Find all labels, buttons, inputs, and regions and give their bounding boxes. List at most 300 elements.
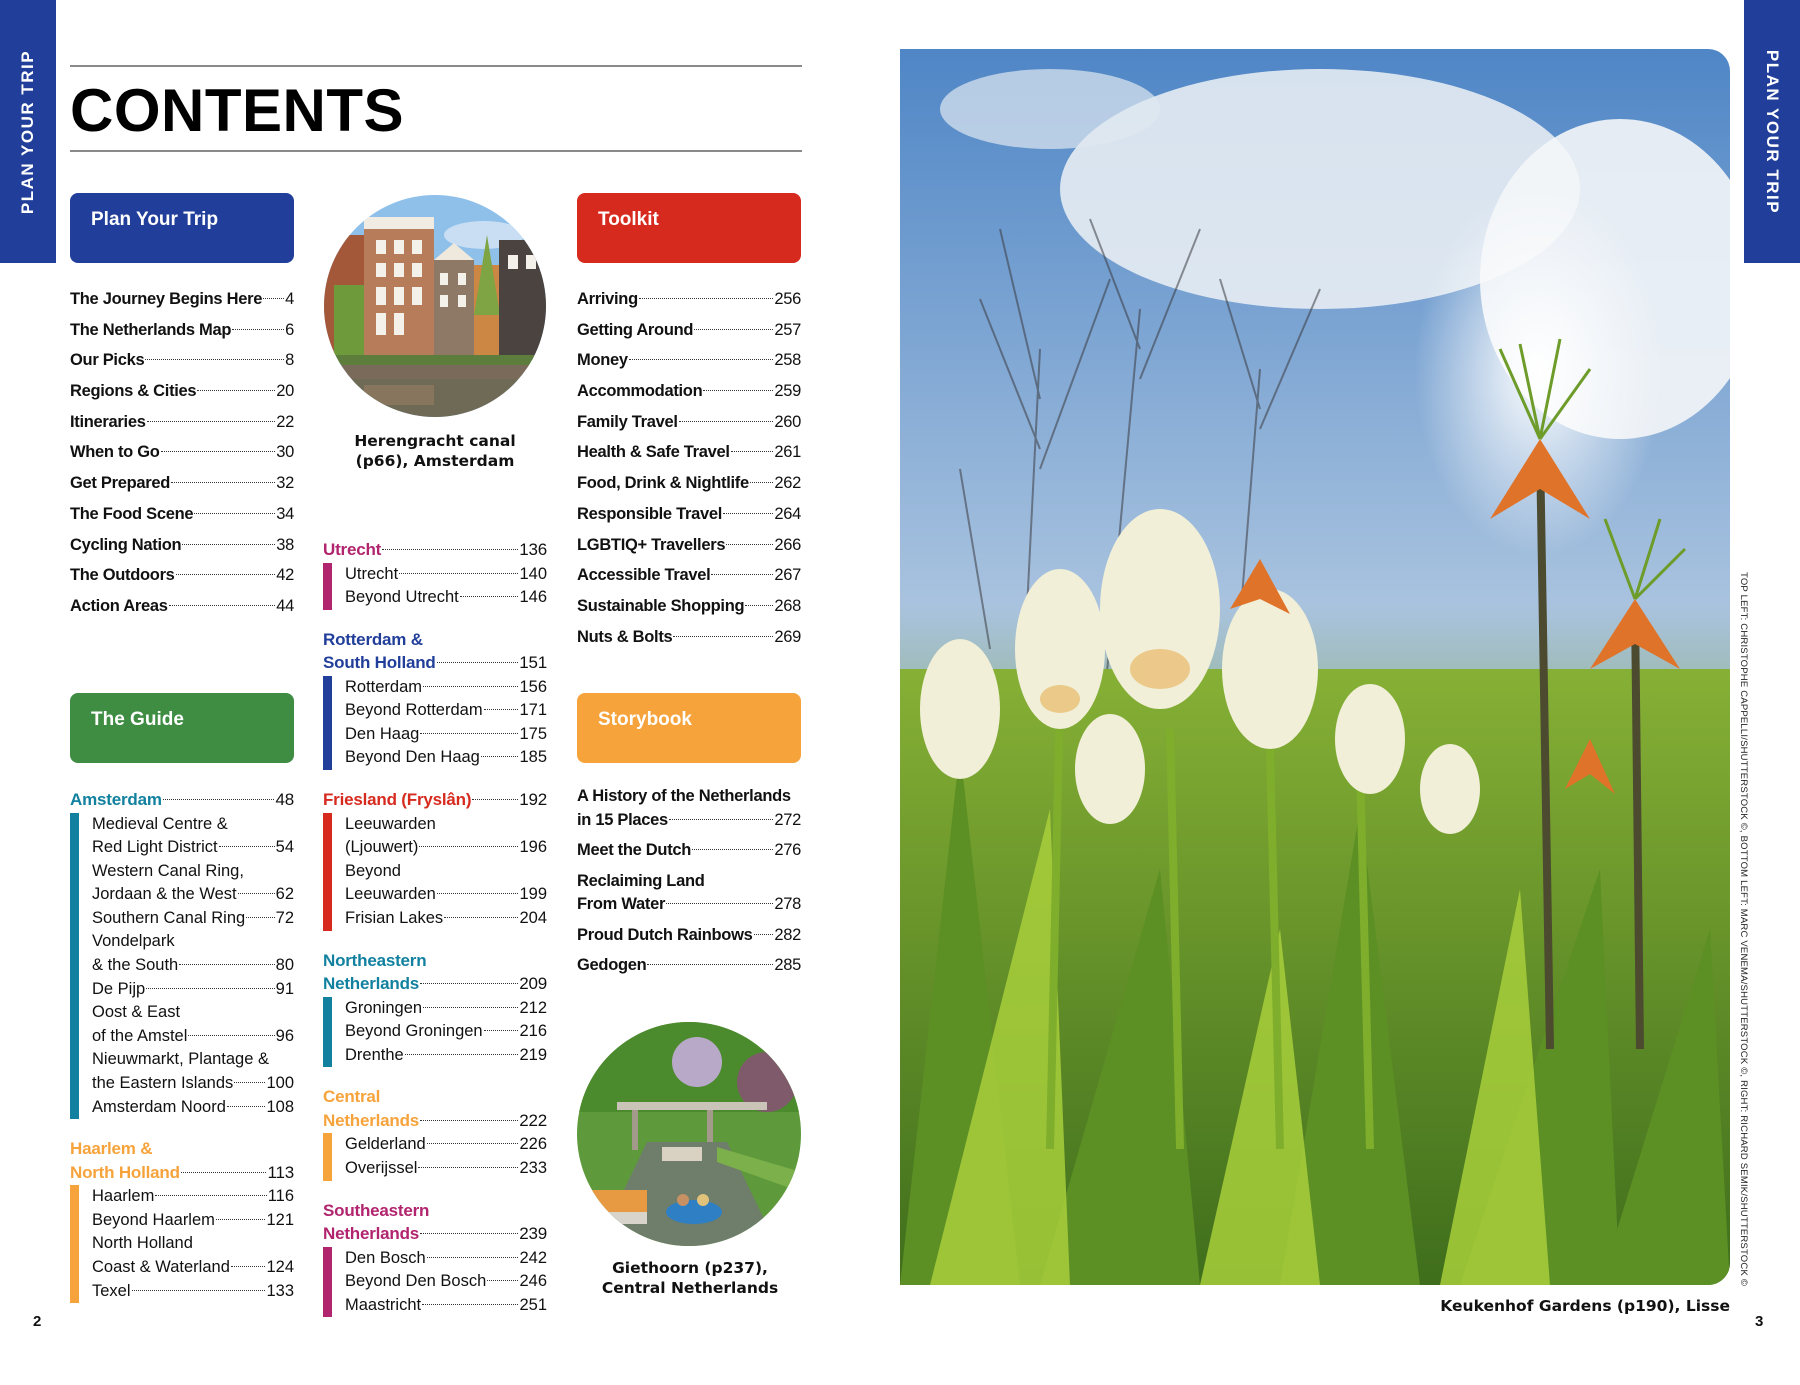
dot-leader xyxy=(238,893,275,894)
entry-label: Action Areas xyxy=(70,596,168,615)
guide-list-column-2 xyxy=(323,538,547,1335)
dot-leader xyxy=(197,390,275,391)
subsection-list xyxy=(323,997,547,1068)
dot-leader xyxy=(481,756,519,757)
region-heading[interactable] xyxy=(323,1085,547,1132)
dot-leader xyxy=(176,574,276,575)
dot-leader xyxy=(484,1030,519,1031)
dot-leader xyxy=(182,544,275,545)
toc-entry[interactable] xyxy=(70,288,294,312)
entry-label: the Eastern Islands xyxy=(92,1074,234,1093)
entry-row xyxy=(92,1025,294,1049)
toc-entry[interactable] xyxy=(577,534,801,558)
subsection-entry[interactable] xyxy=(345,1247,547,1271)
page-number: 20 xyxy=(276,382,294,401)
region-row xyxy=(70,788,294,812)
entry-row xyxy=(92,1185,294,1209)
dot-leader xyxy=(673,636,773,637)
entry-row xyxy=(577,954,801,978)
dot-leader xyxy=(745,605,773,606)
region-name: Netherlands xyxy=(323,1224,420,1243)
entry-label: When to Go xyxy=(70,443,160,462)
entry-label-line: North Holland xyxy=(92,1234,193,1253)
region-name-line: Central xyxy=(323,1087,381,1107)
subsection-entry[interactable] xyxy=(345,997,547,1021)
subsection-entry[interactable] xyxy=(92,1232,294,1279)
dot-leader xyxy=(420,733,518,734)
page-number: 185 xyxy=(519,748,547,767)
page-number: 80 xyxy=(275,956,294,975)
subsection-entry[interactable] xyxy=(92,1048,294,1095)
page-number: 4 xyxy=(285,290,294,308)
guide-region-northeastern xyxy=(323,949,547,1068)
entry-label: De Pijp xyxy=(92,979,146,998)
region-row xyxy=(70,1161,294,1185)
toc-entry[interactable] xyxy=(70,503,294,527)
dot-leader xyxy=(219,846,275,847)
entry-row xyxy=(92,1209,294,1233)
entry-label: Frisian Lakes xyxy=(345,908,444,927)
subsection-entry[interactable] xyxy=(345,1270,547,1294)
entry-label: Beyond Den Haag xyxy=(345,748,480,767)
entry-row xyxy=(345,883,547,907)
subsection-entry[interactable] xyxy=(345,1294,547,1318)
dot-leader xyxy=(263,298,284,299)
dot-leader xyxy=(405,1054,519,1055)
section-heading: Toolkit xyxy=(598,209,659,230)
toolkit-list xyxy=(577,288,801,656)
page-number: 262 xyxy=(774,474,801,493)
subsection-entry[interactable] xyxy=(92,1185,294,1209)
guide-region-haarlem xyxy=(70,1137,294,1303)
dot-leader xyxy=(234,1082,265,1083)
subsection-entry[interactable] xyxy=(345,907,547,931)
dot-leader xyxy=(382,549,518,550)
entry-row xyxy=(345,836,547,860)
entry-label: Utrecht xyxy=(345,564,399,583)
page-number: 54 xyxy=(275,838,294,857)
entry-row xyxy=(345,1157,547,1181)
subsection-entry[interactable] xyxy=(345,586,547,610)
entry-label: From Water xyxy=(577,895,666,913)
entry-label: Health & Safe Travel xyxy=(577,443,730,462)
canal-boats-photo xyxy=(577,1022,801,1246)
page-number-right: 3 xyxy=(1755,1313,1764,1330)
entry-label: Texel xyxy=(92,1281,131,1300)
guide-region-friesland xyxy=(323,788,547,930)
entry-row xyxy=(345,1294,547,1318)
toc-entry[interactable] xyxy=(577,411,801,435)
entry-label: Southern Canal Ring xyxy=(92,908,246,927)
subsection-list xyxy=(70,813,294,1120)
subsection-entry[interactable] xyxy=(345,1157,547,1181)
subsection-entry[interactable] xyxy=(92,860,294,907)
toc-entry[interactable] xyxy=(577,472,801,496)
page-number: 199 xyxy=(519,885,547,904)
dot-leader xyxy=(427,1143,519,1144)
entry-row xyxy=(345,586,547,610)
subsection-entry[interactable] xyxy=(345,1133,547,1157)
entry-row xyxy=(345,563,547,587)
page-number: 219 xyxy=(519,1045,547,1064)
dot-leader xyxy=(472,799,518,800)
dot-leader xyxy=(750,482,774,483)
entry-row xyxy=(577,809,801,833)
entry-label: Den Haag xyxy=(345,724,420,743)
caption-line: (p66), Amsterdam xyxy=(355,452,515,470)
guide-region-amsterdam xyxy=(70,788,294,1119)
entry-label: The Outdoors xyxy=(70,566,175,585)
toc-entry[interactable] xyxy=(577,595,801,619)
color-bar xyxy=(323,563,332,610)
dot-leader xyxy=(420,1120,518,1121)
title-rule xyxy=(70,150,802,152)
subsection-entry[interactable] xyxy=(345,746,547,770)
entry-label: Jordaan & the West xyxy=(92,885,237,904)
subsection-entry[interactable] xyxy=(345,723,547,747)
entry-label: (Ljouwert) xyxy=(345,838,419,857)
entry-row xyxy=(92,1072,294,1096)
subsection-entry[interactable] xyxy=(92,1209,294,1233)
dot-leader xyxy=(216,1219,266,1220)
toc-entry[interactable] xyxy=(577,785,801,832)
page-number: 233 xyxy=(519,1158,547,1177)
page-number: 100 xyxy=(266,1074,294,1093)
side-tab-label: PLAN YOUR TRIP xyxy=(1763,49,1783,214)
entry-label: Beyond Den Bosch xyxy=(345,1272,487,1291)
dot-leader xyxy=(419,846,518,847)
region-row xyxy=(323,972,547,996)
entry-label: Amsterdam Noord xyxy=(92,1097,226,1116)
dot-leader xyxy=(427,1257,519,1258)
giethoorn-caption xyxy=(570,1258,810,1298)
entry-row xyxy=(92,836,294,860)
dot-leader xyxy=(487,1280,518,1281)
photo-credit-text: TOP LEFT: CHRISTOPHE CAPPELLI/SHUTTERSTOCK ©, BOTTOM LEFT: MARC VENEMA/SHUTTERSTOCK ©, RIGHT: RICHARD SEMIK/SHUTTERSTOCK © xyxy=(1738,572,1749,1287)
page-number: 124 xyxy=(266,1258,294,1276)
entry-label: in 15 Places xyxy=(577,810,668,829)
region-name: Amsterdam xyxy=(70,790,162,809)
section-heading: Storybook xyxy=(598,709,692,730)
region-name: South Holland xyxy=(323,653,436,673)
page-number: 156 xyxy=(519,677,547,696)
region-name: Utrecht xyxy=(323,540,382,559)
dot-leader xyxy=(679,421,774,422)
subsection-entry[interactable] xyxy=(345,699,547,723)
entry-row xyxy=(345,1247,547,1271)
section-the-guide[interactable] xyxy=(70,693,294,763)
dot-leader xyxy=(145,359,284,360)
page-number: 259 xyxy=(774,382,801,401)
subsection-entry[interactable] xyxy=(92,1001,294,1048)
subsection-entry[interactable] xyxy=(92,907,294,931)
region-name-line: Haarlem & xyxy=(70,1139,153,1159)
page-number: 246 xyxy=(519,1272,547,1291)
dot-leader xyxy=(188,1035,274,1036)
canal-houses-photo xyxy=(324,195,546,417)
section-heading: Plan Your Trip xyxy=(91,209,219,230)
entry-label-line: Leeuwarden xyxy=(345,814,436,833)
entry-label: Itineraries xyxy=(70,412,146,431)
subsection-entry[interactable] xyxy=(345,860,547,907)
page-number: 192 xyxy=(519,790,547,810)
guide-region-utrecht xyxy=(323,538,547,610)
page-number: 38 xyxy=(276,535,294,554)
dot-leader xyxy=(420,1233,518,1234)
dot-leader xyxy=(227,1106,266,1107)
region-heading[interactable] xyxy=(323,1199,547,1246)
dot-leader xyxy=(726,544,773,545)
dot-leader xyxy=(232,329,284,330)
entry-label-line: Nieuwmarkt, Plantage & xyxy=(92,1050,269,1069)
guide-list-column-1 xyxy=(70,788,294,1321)
page-number: 32 xyxy=(276,474,294,493)
page-number: 242 xyxy=(519,1248,547,1267)
subsection-entry[interactable] xyxy=(345,1044,547,1068)
dot-leader xyxy=(422,1304,518,1305)
dot-leader xyxy=(711,574,773,575)
dot-leader xyxy=(754,934,774,935)
entry-label: Family Travel xyxy=(577,412,678,431)
page-number: 116 xyxy=(267,1187,294,1206)
toc-entry[interactable] xyxy=(577,954,801,978)
toc-entry[interactable] xyxy=(70,472,294,496)
entry-label: Food, Drink & Nightlife xyxy=(577,474,749,493)
dot-leader xyxy=(146,988,274,989)
section-toolkit[interactable] xyxy=(577,193,801,263)
side-tab-left xyxy=(0,0,56,263)
entry-label-line: Medieval Centre & xyxy=(92,814,228,833)
entry-label: Cycling Nation xyxy=(70,535,182,554)
toc-entry[interactable] xyxy=(70,349,294,373)
entry-label: Proud Dutch Rainbows xyxy=(577,925,753,944)
entry-row xyxy=(345,997,547,1021)
color-bar xyxy=(70,813,79,1120)
entry-row xyxy=(345,1020,547,1044)
dot-leader xyxy=(444,917,518,918)
toc-entry[interactable] xyxy=(70,534,294,558)
entry-label: Beyond Haarlem xyxy=(92,1210,215,1229)
subsection-list xyxy=(323,1247,547,1318)
page-number: 216 xyxy=(519,1022,547,1041)
entry-label-line: Beyond xyxy=(345,861,401,880)
page-number: 22 xyxy=(276,412,294,431)
region-name: Netherlands xyxy=(323,974,420,994)
section-storybook[interactable] xyxy=(577,693,801,763)
entry-label-line: Western Canal Ring, xyxy=(92,861,244,880)
keukenhof-caption xyxy=(1400,1296,1730,1316)
region-heading[interactable] xyxy=(323,788,547,812)
toc-entry[interactable] xyxy=(577,839,801,863)
entry-label: Beyond Rotterdam xyxy=(345,701,483,720)
entry-row xyxy=(92,883,294,907)
entry-label: Getting Around xyxy=(577,320,694,339)
entry-label: Den Bosch xyxy=(345,1248,426,1267)
page-number: 226 xyxy=(519,1135,547,1154)
dot-leader xyxy=(132,1290,266,1291)
region-name: North Holland xyxy=(70,1162,180,1182)
region-name-line: Rotterdam & xyxy=(323,629,423,649)
region-heading[interactable] xyxy=(323,538,547,562)
page-number: 282 xyxy=(774,925,801,944)
toc-entry[interactable] xyxy=(577,380,801,404)
toc-entry[interactable] xyxy=(577,441,801,465)
page-number: 136 xyxy=(519,540,547,559)
caption-line: Herengracht canal xyxy=(354,432,516,450)
entry-label: Overijssel xyxy=(345,1158,418,1177)
page-number: 121 xyxy=(266,1210,294,1229)
entry-row xyxy=(92,978,294,1002)
entry-label-line: Oost & East xyxy=(92,1003,181,1022)
entry-row xyxy=(345,1044,547,1068)
region-name: Friesland (Fryslân) xyxy=(323,790,472,810)
page-number: 251 xyxy=(519,1295,547,1314)
page-number: 204 xyxy=(519,908,547,927)
color-bar xyxy=(323,676,332,770)
entry-label: Rotterdam xyxy=(345,677,423,696)
page-number: 72 xyxy=(275,908,294,927)
page-number: 8 xyxy=(285,351,294,370)
entry-label: Accommodation xyxy=(577,382,703,401)
page-number: 264 xyxy=(774,504,801,523)
page-number: 34 xyxy=(276,504,294,523)
toc-entry[interactable] xyxy=(577,319,801,343)
entry-label: Leeuwarden xyxy=(345,885,436,904)
region-heading[interactable] xyxy=(323,949,547,996)
subsection-list xyxy=(323,676,547,770)
dot-leader xyxy=(423,1007,518,1008)
page-number: 267 xyxy=(774,566,801,585)
page-number: 258 xyxy=(774,351,801,370)
toc-entry[interactable] xyxy=(577,349,801,373)
dot-leader xyxy=(629,359,774,360)
page-number: 257 xyxy=(774,320,801,339)
color-bar xyxy=(323,1133,332,1180)
entry-label: Sustainable Shopping xyxy=(577,596,745,615)
toc-entry[interactable] xyxy=(577,564,801,588)
entry-row xyxy=(92,954,294,978)
entry-label: Accessible Travel xyxy=(577,566,711,585)
entry-label: Our Picks xyxy=(70,351,145,370)
region-name-line: Southeastern xyxy=(323,1200,430,1220)
toc-entry[interactable] xyxy=(70,441,294,465)
storybook-list xyxy=(577,785,801,985)
caption-line: Giethoorn (p237), xyxy=(612,1259,768,1277)
dot-leader xyxy=(423,686,518,687)
entry-row xyxy=(577,924,801,948)
color-bar xyxy=(70,1185,79,1303)
entry-row xyxy=(345,1133,547,1157)
dot-leader xyxy=(155,1195,266,1196)
dot-leader xyxy=(231,1266,266,1267)
subsection-entry[interactable] xyxy=(345,563,547,587)
toc-entry[interactable] xyxy=(70,380,294,404)
region-heading[interactable] xyxy=(70,1137,294,1184)
dot-leader xyxy=(147,421,276,422)
subsection-list xyxy=(70,1185,294,1303)
region-row xyxy=(323,1109,547,1133)
dot-leader xyxy=(420,983,518,984)
subsection-entry[interactable] xyxy=(92,813,294,860)
page-number: 256 xyxy=(774,290,801,308)
toc-entry[interactable] xyxy=(70,411,294,435)
dot-leader xyxy=(161,451,276,452)
region-name-line: Northeastern xyxy=(323,950,427,970)
page-title: CONTENTS xyxy=(70,77,404,144)
section-plan-your-trip[interactable] xyxy=(70,193,294,263)
entry-row xyxy=(92,1096,294,1120)
entry-label-line: A History of the Netherlands xyxy=(577,787,791,805)
region-name: Netherlands xyxy=(323,1110,420,1130)
entry-row xyxy=(345,746,547,770)
entry-label: LGBTIQ+ Travellers xyxy=(577,535,726,554)
entry-label: Beyond Utrecht xyxy=(345,588,459,607)
toc-entry[interactable] xyxy=(70,595,294,619)
subsection-entry[interactable] xyxy=(345,676,547,700)
section-heading: The Guide xyxy=(91,709,184,730)
page-number: 209 xyxy=(519,974,547,994)
guide-region-rotterdam xyxy=(323,628,547,770)
guide-region-southeastern xyxy=(323,1199,547,1318)
page-number: 151 xyxy=(519,653,547,673)
subsection-entry[interactable] xyxy=(345,813,547,860)
page-number: 48 xyxy=(275,790,294,809)
toc-entry[interactable] xyxy=(70,319,294,343)
subsection-entry[interactable] xyxy=(92,1280,294,1304)
dot-leader xyxy=(437,893,519,894)
entry-row xyxy=(92,1280,294,1304)
subsection-list xyxy=(323,1133,547,1180)
page-number: 91 xyxy=(275,979,294,998)
photo-credit xyxy=(1733,572,1753,1287)
entry-label-line: Reclaiming Land xyxy=(577,871,705,890)
entry-label: Drenthe xyxy=(345,1045,404,1064)
guide-region-central xyxy=(323,1085,547,1180)
page-number: 175 xyxy=(519,724,547,743)
subsection-entry[interactable] xyxy=(92,978,294,1002)
entry-label: Arriving xyxy=(577,290,638,308)
region-row xyxy=(323,1222,547,1246)
subsection-entry[interactable] xyxy=(92,930,294,977)
page-number: 261 xyxy=(774,443,801,462)
subsection-entry[interactable] xyxy=(92,1096,294,1120)
region-heading[interactable] xyxy=(70,788,294,812)
dot-leader xyxy=(484,709,519,710)
entry-label: Haarlem xyxy=(92,1187,155,1206)
toc-entry[interactable] xyxy=(577,503,801,527)
dot-leader xyxy=(246,917,274,918)
side-tab-right xyxy=(1744,0,1800,263)
page-number: 62 xyxy=(275,885,294,904)
dot-leader xyxy=(694,329,773,330)
region-heading[interactable] xyxy=(323,628,547,675)
page-number: 171 xyxy=(519,701,547,720)
toc-entry[interactable] xyxy=(70,564,294,588)
dot-leader xyxy=(194,513,275,514)
color-bar xyxy=(323,1247,332,1318)
dot-leader xyxy=(181,1172,267,1173)
toc-entry[interactable] xyxy=(577,626,801,650)
dot-leader xyxy=(703,390,773,391)
toc-entry[interactable] xyxy=(577,288,801,312)
entry-row xyxy=(92,907,294,931)
dot-leader xyxy=(163,799,275,800)
toc-entry[interactable] xyxy=(577,924,801,948)
page-number: 108 xyxy=(266,1097,294,1116)
page-number: 272 xyxy=(774,810,801,829)
subsection-entry[interactable] xyxy=(345,1020,547,1044)
toc-entry[interactable] xyxy=(577,870,801,917)
